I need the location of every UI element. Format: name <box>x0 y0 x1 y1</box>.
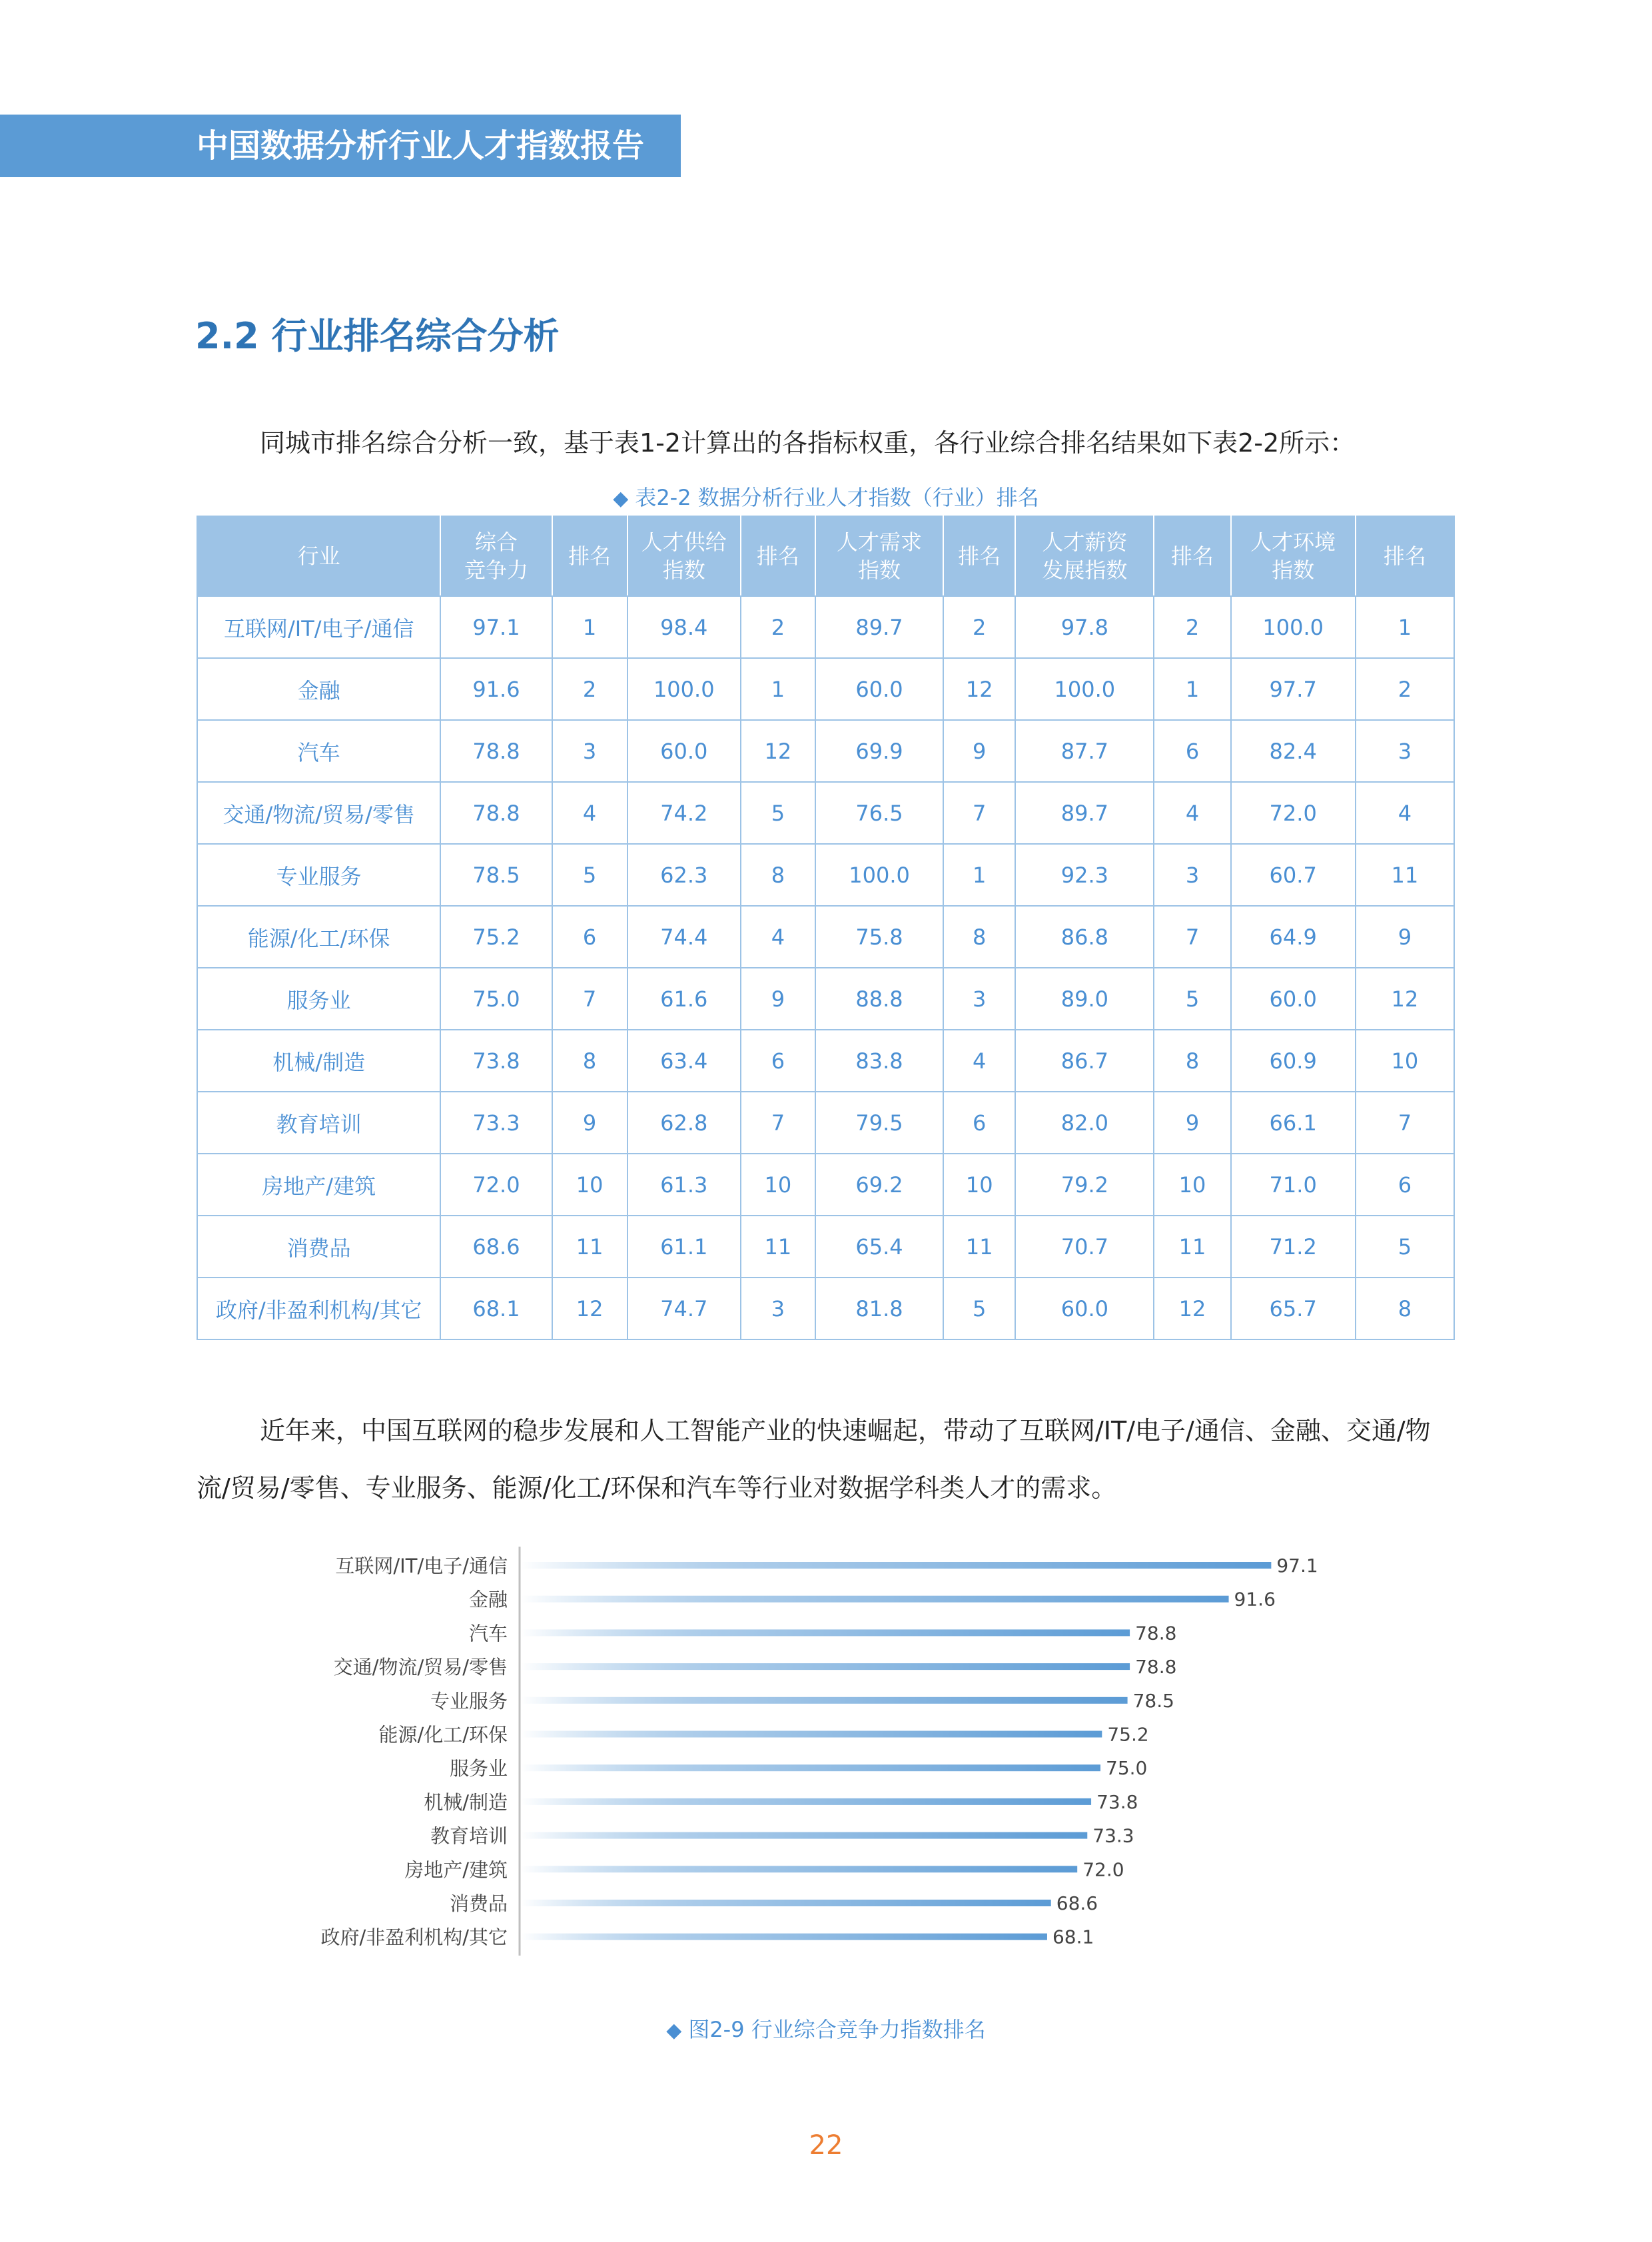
bar <box>521 1900 1051 1906</box>
table-header-cell: 人才环境 指数 <box>1231 516 1356 596</box>
industry-cell: 能源/化工/环保 <box>197 906 440 968</box>
value-cell: 12 <box>943 658 1015 720</box>
value-cell: 62.3 <box>627 844 741 906</box>
value-cell: 6 <box>741 1030 815 1092</box>
value-cell: 9 <box>943 720 1015 782</box>
industry-cell: 交通/物流/贸易/零售 <box>197 782 440 844</box>
value-cell: 71.0 <box>1231 1154 1356 1216</box>
category-label: 服务业 <box>449 1757 508 1780</box>
value-cell: 2 <box>741 596 815 658</box>
value-label: 73.8 <box>1096 1790 1138 1813</box>
value-label: 97.1 <box>1276 1555 1318 1577</box>
value-cell: 12 <box>552 1278 627 1339</box>
value-cell: 3 <box>552 720 627 782</box>
value-cell: 10 <box>741 1154 815 1216</box>
table-header-cell: 排名 <box>1154 516 1230 596</box>
value-cell: 5 <box>552 844 627 906</box>
value-cell: 87.7 <box>1015 720 1154 782</box>
value-cell: 63.4 <box>627 1030 741 1092</box>
value-cell: 8 <box>1356 1278 1454 1339</box>
value-cell: 97.7 <box>1231 658 1356 720</box>
category-label: 消费品 <box>449 1892 508 1915</box>
value-cell: 4 <box>1154 782 1230 844</box>
value-cell: 64.9 <box>1231 906 1356 968</box>
value-cell: 81.8 <box>815 1278 943 1339</box>
value-cell: 79.5 <box>815 1092 943 1154</box>
value-cell: 70.7 <box>1015 1216 1154 1278</box>
value-label: 78.5 <box>1132 1689 1174 1712</box>
value-cell: 82.4 <box>1231 720 1356 782</box>
value-cell: 4 <box>1356 782 1454 844</box>
industry-cell: 房地产/建筑 <box>197 1154 440 1216</box>
value-cell: 86.7 <box>1015 1030 1154 1092</box>
value-cell: 76.5 <box>815 782 943 844</box>
value-cell: 5 <box>1154 968 1230 1030</box>
value-cell: 89.7 <box>1015 782 1154 844</box>
section-title: 2.2 行业排名综合分析 <box>195 315 560 357</box>
figure-caption <box>0 2013 1652 2044</box>
value-cell: 69.2 <box>815 1154 943 1216</box>
value-label: 75.2 <box>1107 1723 1149 1746</box>
value-cell: 1 <box>1154 658 1230 720</box>
value-cell: 79.2 <box>1015 1154 1154 1216</box>
report-title: 中国数据分析行业人才指数报告 <box>197 127 645 165</box>
value-label: 78.8 <box>1135 1656 1177 1679</box>
value-cell: 10 <box>943 1154 1015 1216</box>
value-cell: 91.6 <box>440 658 552 720</box>
category-label: 专业服务 <box>430 1689 508 1712</box>
category-label: 机械/制造 <box>424 1790 508 1814</box>
bar <box>521 1798 1091 1805</box>
value-cell: 66.1 <box>1231 1092 1356 1154</box>
value-cell: 86.8 <box>1015 906 1154 968</box>
value-label: 72.0 <box>1082 1858 1124 1881</box>
industry-cell: 政府/非盈利机构/其它 <box>197 1278 440 1339</box>
category-label: 能源/化工/环保 <box>378 1723 508 1746</box>
bar <box>521 1934 1047 1940</box>
value-cell: 100.0 <box>1015 658 1154 720</box>
value-cell: 89.7 <box>815 596 943 658</box>
value-cell: 10 <box>552 1154 627 1216</box>
bar <box>521 1562 1271 1569</box>
value-cell: 73.8 <box>440 1030 552 1092</box>
value-cell: 4 <box>552 782 627 844</box>
value-cell: 10 <box>1154 1154 1230 1216</box>
value-cell: 11 <box>741 1216 815 1278</box>
value-cell: 9 <box>1154 1092 1230 1154</box>
table-caption-text: 表2-2 数据分析行业人才指数（行业）排名 <box>635 485 1039 510</box>
diamond-icon: ◆ <box>666 2019 682 2042</box>
value-cell: 72.0 <box>1231 782 1356 844</box>
value-cell: 1 <box>552 596 627 658</box>
value-cell: 92.3 <box>1015 844 1154 906</box>
value-cell: 74.2 <box>627 782 741 844</box>
value-cell: 2 <box>943 596 1015 658</box>
table-header-cell: 综合 竞争力 <box>440 516 552 596</box>
value-cell: 100.0 <box>627 658 741 720</box>
industry-cell: 汽车 <box>197 720 440 782</box>
value-cell: 75.0 <box>440 968 552 1030</box>
value-cell: 68.1 <box>440 1278 552 1339</box>
value-label: 91.6 <box>1234 1588 1276 1611</box>
value-cell: 72.0 <box>440 1154 552 1216</box>
category-label: 金融 <box>468 1588 508 1611</box>
value-cell: 7 <box>741 1092 815 1154</box>
value-cell: 65.7 <box>1231 1278 1356 1339</box>
industry-cell: 消费品 <box>197 1216 440 1278</box>
category-label: 互联网/IT/电子/通信 <box>335 1555 508 1577</box>
value-cell: 6 <box>943 1092 1015 1154</box>
value-cell: 8 <box>1154 1030 1230 1092</box>
table-header-cell: 排名 <box>741 516 815 596</box>
value-cell: 9 <box>1356 906 1454 968</box>
value-cell: 61.3 <box>627 1154 741 1216</box>
value-cell: 2 <box>552 658 627 720</box>
value-cell: 61.6 <box>627 968 741 1030</box>
value-cell: 97.8 <box>1015 596 1154 658</box>
value-cell: 11 <box>552 1216 627 1278</box>
value-cell: 89.0 <box>1015 968 1154 1030</box>
value-cell: 3 <box>741 1278 815 1339</box>
value-cell: 1 <box>1356 596 1454 658</box>
value-cell: 3 <box>1154 844 1230 906</box>
value-cell: 11 <box>1356 844 1454 906</box>
value-cell: 74.7 <box>627 1278 741 1339</box>
value-cell: 3 <box>1356 720 1454 782</box>
value-cell: 98.4 <box>627 596 741 658</box>
bar <box>521 1596 1229 1603</box>
value-cell: 1 <box>741 658 815 720</box>
value-cell: 1 <box>943 844 1015 906</box>
value-cell: 12 <box>1154 1278 1230 1339</box>
value-cell: 60.0 <box>1231 968 1356 1030</box>
table-header-cell: 人才薪资 发展指数 <box>1015 516 1154 596</box>
value-cell: 62.8 <box>627 1092 741 1154</box>
value-cell: 4 <box>741 906 815 968</box>
value-cell: 5 <box>741 782 815 844</box>
value-cell: 8 <box>741 844 815 906</box>
bar <box>521 1629 1130 1636</box>
value-cell: 8 <box>943 906 1015 968</box>
industry-cell: 服务业 <box>197 968 440 1030</box>
value-cell: 78.8 <box>440 720 552 782</box>
value-cell: 10 <box>1356 1030 1454 1092</box>
value-cell: 7 <box>552 968 627 1030</box>
value-label: 75.0 <box>1106 1757 1148 1780</box>
value-cell: 12 <box>741 720 815 782</box>
value-cell: 97.1 <box>440 596 552 658</box>
value-cell: 4 <box>943 1030 1015 1092</box>
table-header-cell: 排名 <box>1356 516 1454 596</box>
value-label: 68.1 <box>1052 1926 1094 1948</box>
value-cell: 71.2 <box>1231 1216 1356 1278</box>
value-cell: 12 <box>1356 968 1454 1030</box>
value-cell: 100.0 <box>1231 596 1356 658</box>
page-number: 22 <box>809 2130 843 2161</box>
bar <box>521 1832 1087 1839</box>
value-cell: 7 <box>1356 1092 1454 1154</box>
analysis-paragraph: 近年来，中国互联网的稳步发展和人工智能产业的快速崛起，带动了互联网/IT/电子/通信、金融、交通/物流/贸易/零售、专业服务、能源/化工/环保和汽车等行业对数据学科类人才的需求。 <box>197 1416 1431 1503</box>
category-label: 政府/非盈利机构/其它 <box>320 1926 508 1949</box>
value-cell: 60.0 <box>627 720 741 782</box>
table-header-cell: 行业 <box>197 516 440 596</box>
bar <box>521 1731 1102 1738</box>
value-cell: 11 <box>1154 1216 1230 1278</box>
value-cell: 78.8 <box>440 782 552 844</box>
value-cell: 73.3 <box>440 1092 552 1154</box>
value-cell: 61.1 <box>627 1216 741 1278</box>
value-cell: 60.0 <box>1015 1278 1154 1339</box>
industry-cell: 金融 <box>197 658 440 720</box>
figure-caption-text: 图2-9 行业综合竞争力指数排名 <box>688 2017 986 2042</box>
value-cell: 9 <box>552 1092 627 1154</box>
bar <box>521 1764 1100 1771</box>
table-header-cell: 排名 <box>943 516 1015 596</box>
value-cell: 69.9 <box>815 720 943 782</box>
diamond-icon: ◆ <box>613 487 629 510</box>
value-cell: 2 <box>1356 658 1454 720</box>
value-cell: 100.0 <box>815 844 943 906</box>
value-cell: 60.7 <box>1231 844 1356 906</box>
value-cell: 5 <box>943 1278 1015 1339</box>
industry-cell: 教育培训 <box>197 1092 440 1154</box>
value-cell: 6 <box>1356 1154 1454 1216</box>
value-cell: 7 <box>1154 906 1230 968</box>
value-cell: 68.6 <box>440 1216 552 1278</box>
value-cell: 2 <box>1154 596 1230 658</box>
value-cell: 7 <box>943 782 1015 844</box>
bar <box>521 1866 1077 1872</box>
category-label: 汽车 <box>468 1622 508 1645</box>
value-cell: 75.2 <box>440 906 552 968</box>
value-cell: 60.9 <box>1231 1030 1356 1092</box>
value-cell: 6 <box>552 906 627 968</box>
value-cell: 9 <box>741 968 815 1030</box>
bar <box>521 1697 1128 1704</box>
value-cell: 88.8 <box>815 968 943 1030</box>
category-label: 教育培训 <box>430 1824 508 1848</box>
value-cell: 75.8 <box>815 906 943 968</box>
table-header-cell: 人才需求 指数 <box>815 516 943 596</box>
value-cell: 11 <box>943 1216 1015 1278</box>
value-cell: 65.4 <box>815 1216 943 1278</box>
value-cell: 78.5 <box>440 844 552 906</box>
table-header-cell: 人才供给 指数 <box>627 516 741 596</box>
value-cell: 6 <box>1154 720 1230 782</box>
value-cell: 82.0 <box>1015 1092 1154 1154</box>
industry-cell: 机械/制造 <box>197 1030 440 1092</box>
table-header-cell: 排名 <box>552 516 627 596</box>
value-label: 73.3 <box>1092 1824 1134 1847</box>
value-cell: 8 <box>552 1030 627 1092</box>
value-cell: 5 <box>1356 1216 1454 1278</box>
industry-cell: 互联网/IT/电子/通信 <box>197 596 440 658</box>
category-label: 交通/物流/贸易/零售 <box>333 1656 508 1679</box>
category-label: 房地产/建筑 <box>404 1858 508 1882</box>
industry-cell: 专业服务 <box>197 844 440 906</box>
value-cell: 3 <box>943 968 1015 1030</box>
value-cell: 60.0 <box>815 658 943 720</box>
value-label: 68.6 <box>1056 1892 1098 1914</box>
value-cell: 74.4 <box>627 906 741 968</box>
value-cell: 83.8 <box>815 1030 943 1092</box>
intro-paragraph: 同城市排名综合分析一致，基于表1-2计算出的各指标权重，各行业综合排名结果如下表2-2所示： <box>260 428 1356 458</box>
value-label: 78.8 <box>1135 1622 1177 1645</box>
bar <box>521 1663 1130 1670</box>
